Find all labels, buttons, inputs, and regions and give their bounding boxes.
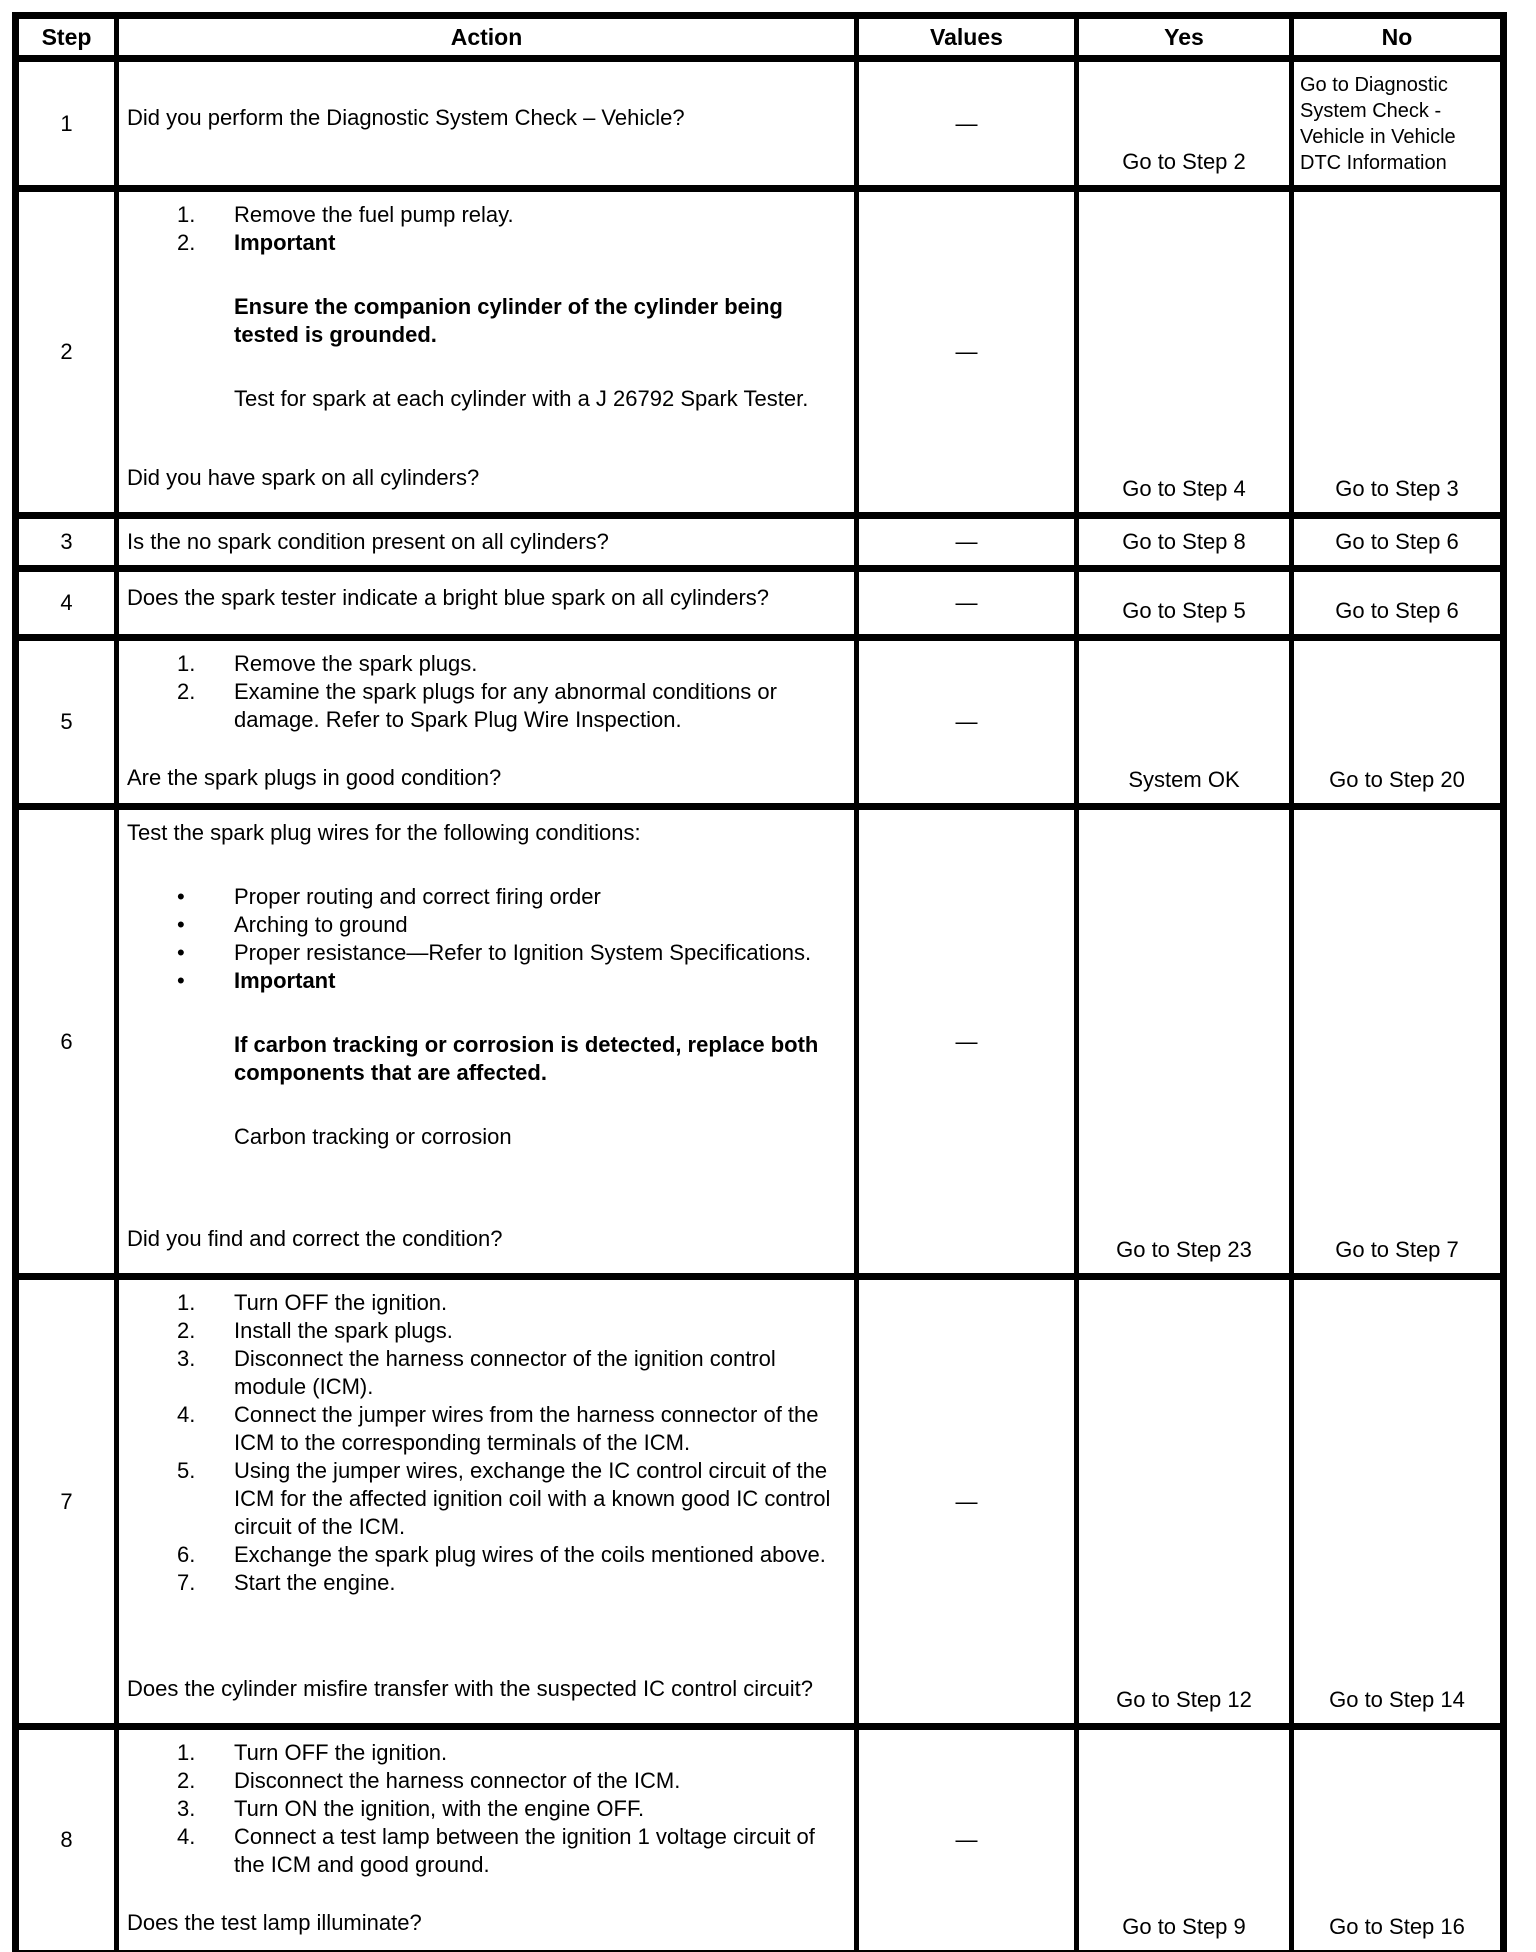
table-row [16,516,1504,569]
action-cell [117,1277,857,1727]
list-item-text: Turn ON the ignition, with the engine OFF. [234,1796,645,1821]
list-number: 2. [177,679,196,704]
yes-cell: Go to Step 8 [1077,516,1292,569]
list-item [177,911,844,939]
diagnostic-table-body [16,59,1504,1952]
numbered-list [127,1289,844,1597]
bullet-list [127,883,844,995]
action-cell [117,1727,857,1952]
list-item [177,1823,844,1879]
values-cell: — [857,569,1077,638]
numbered-list [127,1739,844,1879]
list-item [177,1345,844,1401]
yes-cell: Go to Step 23 [1077,807,1292,1277]
action-cell [117,638,857,807]
list-item-text: Examine the spark plugs for any abnormal conditions or damage. Refer to Spark Plug Wire Inspection. [234,679,777,732]
action-cell [117,59,857,189]
list-item [177,939,844,967]
values-cell: — [857,516,1077,569]
list-number: 1. [177,651,196,676]
list-number: 2. [177,1318,196,1343]
list-number: 2. [177,1768,196,1793]
list-number: 3. [177,1796,196,1821]
no-cell: Go to Diagnostic System Check - Vehicle in Vehicle DTC Information [1292,59,1504,189]
list-item [177,1401,844,1457]
no-cell: Go to Step 16 [1292,1727,1504,1952]
yes-cell: Go to Step 5 [1077,569,1292,638]
no-cell: Go to Step 14 [1292,1277,1504,1727]
action-content [119,1730,854,1946]
action-question: Does the cylinder misfire transfer with the suspected IC control circuit? [127,1676,813,1701]
table-row [16,807,1504,1277]
list-item-text: Disconnect the harness connector of the ignition control module (ICM). [234,1346,776,1399]
list-item [177,1317,844,1345]
bullet-icon: • [177,940,185,965]
no-cell: Go to Step 6 [1292,516,1504,569]
diagnostic-table [12,12,1507,1952]
yes-cell: Go to Step 4 [1077,189,1292,516]
step-number-cell: 7 [16,1277,117,1727]
list-item-text: Proper routing and correct firing order [234,884,601,909]
list-item [177,1739,844,1767]
action-content [119,519,854,565]
step-number-cell: 6 [16,807,117,1277]
column-header-no: No [1292,16,1504,59]
no-cell: Go to Step 6 [1292,569,1504,638]
yes-cell: Go to Step 12 [1077,1277,1292,1727]
list-item [177,678,844,734]
action-paragraph: Ensure the companion cylinder of the cylinder being tested is grounded. [234,294,783,347]
list-item-text: Connect the jumper wires from the harness connector of the ICM to the corresponding terminals of the ICM. [234,1402,819,1455]
bullet-icon: • [177,968,185,993]
list-number: 1. [177,1740,196,1765]
table-row [16,1277,1504,1727]
list-item-text: Disconnect the harness connector of the ICM. [234,1768,681,1793]
list-number: 5. [177,1458,196,1483]
yes-cell: Go to Step 9 [1077,1727,1292,1952]
table-row [16,569,1504,638]
yes-cell: Go to Step 2 [1077,59,1292,189]
action-question: Did you have spark on all cylinders? [127,465,480,490]
list-item-text: Connect a test lamp between the ignition 1 voltage circuit of the ICM and good ground. [234,1824,815,1877]
action-question: Does the test lamp illuminate? [127,1910,422,1935]
action-cell [117,807,857,1277]
list-number: 1. [177,1290,196,1315]
list-item [177,1569,844,1597]
values-cell: — [857,189,1077,516]
list-number: 4. [177,1824,196,1849]
list-item-text: Turn OFF the ignition. [234,1740,448,1765]
numbered-list [127,201,844,257]
list-number: 3. [177,1346,196,1371]
values-cell: — [857,807,1077,1277]
action-cell [117,569,857,638]
list-item-text: Important [234,230,336,255]
list-number: 6. [177,1542,196,1567]
list-number: 2. [177,230,196,255]
list-item [177,201,844,229]
list-item-text: Arching to ground [234,912,408,937]
action-question: Is the no spark condition present on all cylinders? [127,529,609,554]
step-number-cell: 1 [16,59,117,189]
table-row [16,189,1504,516]
list-item [177,883,844,911]
table-header-row [16,16,1504,59]
table-row [16,638,1504,807]
action-question: Did you find and correct the condition? [127,1226,503,1251]
list-number: 1. [177,202,196,227]
bullet-icon: • [177,884,185,909]
step-number-cell: 3 [16,516,117,569]
column-header-action: Action [117,16,857,59]
action-content [119,810,854,1262]
list-item-text: Using the jumper wires, exchange the IC control circuit of the ICM for the affected ignition coil with a known good IC control circuit of the ICM. [234,1458,831,1539]
list-number: 4. [177,1402,196,1427]
list-item [177,967,844,995]
action-paragraph: Test for spark at each cylinder with a J 26792 Spark Tester. [234,386,809,411]
list-item-text: Remove the fuel pump relay. [234,202,514,227]
list-item-text: Turn OFF the ignition. [234,1290,448,1315]
list-number: 7. [177,1570,196,1595]
action-content [119,641,854,801]
action-paragraph: If carbon tracking or corrosion is detected, replace both components that are affected. [234,1032,819,1085]
action-paragraph: Carbon tracking or corrosion [234,1124,512,1149]
numbered-list [127,650,844,734]
column-header-step: Step [16,16,117,59]
list-item-text: Important [234,968,336,993]
values-cell: — [857,1727,1077,1952]
action-question: Are the spark plugs in good condition? [127,765,502,790]
list-item [177,1541,844,1569]
list-item [177,1289,844,1317]
no-cell: Go to Step 3 [1292,189,1504,516]
values-cell: — [857,638,1077,807]
step-number-cell: 5 [16,638,117,807]
column-header-values: Values [857,16,1077,59]
column-header-yes: Yes [1077,16,1292,59]
list-item [177,1795,844,1823]
values-cell: — [857,59,1077,189]
action-cell [117,516,857,569]
bullet-icon: • [177,912,185,937]
table-row [16,1727,1504,1952]
no-cell: Go to Step 7 [1292,807,1504,1277]
no-cell: Go to Step 20 [1292,638,1504,807]
step-number-cell: 2 [16,189,117,516]
action-cell [117,189,857,516]
action-question: Does the spark tester indicate a bright blue spark on all cylinders? [127,584,770,610]
action-content [119,192,854,501]
list-item-text: Install the spark plugs. [234,1318,453,1343]
list-item-text: Start the engine. [234,1570,396,1595]
yes-cell: System OK [1077,638,1292,807]
table-row [16,59,1504,189]
action-content [119,1280,854,1712]
list-item-text: Exchange the spark plug wires of the coils mentioned above. [234,1542,826,1567]
action-paragraph: Test the spark plug wires for the following conditions: [127,820,641,845]
list-item [177,650,844,678]
list-item [177,1767,844,1795]
action-question: Did you perform the Diagnostic System Check – Vehicle? [127,105,685,130]
values-cell: — [857,1277,1077,1727]
list-item-text: Remove the spark plugs. [234,651,478,676]
list-item [177,229,844,257]
action-content [119,62,854,174]
list-item [177,1457,844,1541]
action-content [119,572,854,623]
step-number-cell: 4 [16,569,117,638]
step-number-cell: 8 [16,1727,117,1952]
list-item-text: Proper resistance—Refer to Ignition System Specifications. [234,940,812,965]
